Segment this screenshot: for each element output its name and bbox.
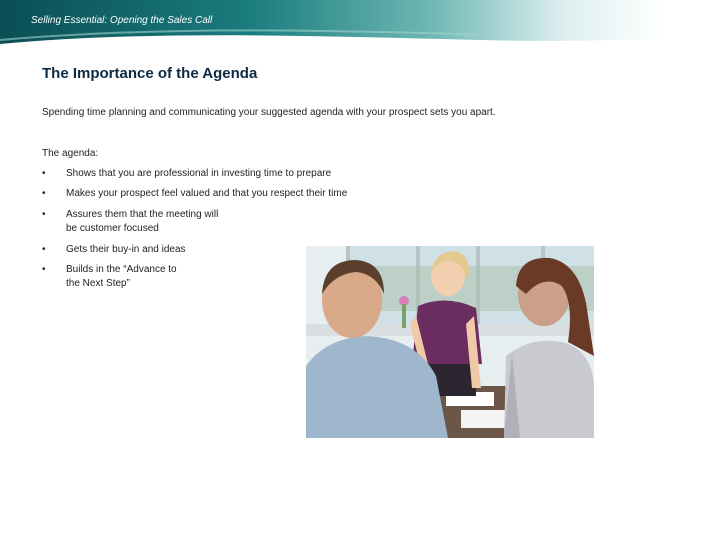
- agenda-item-text: Shows that you are professional in investing time to prepare: [66, 168, 332, 179]
- agenda-item-text: Assures them that the meeting will be customer focused: [66, 209, 219, 234]
- bullet-dot: •: [42, 244, 46, 255]
- bullet-dot: •: [42, 188, 46, 199]
- header-wave-decoration: [0, 0, 720, 60]
- header-band: [0, 0, 720, 60]
- slide-title: The Importance of the Agenda: [42, 65, 258, 82]
- intro-text: Spending time planning and communicating your suggested agenda with your prospect sets you apart.: [42, 107, 496, 118]
- meeting-photo: [306, 246, 594, 438]
- agenda-label: The agenda:: [42, 148, 99, 159]
- bullet-dot: •: [42, 168, 46, 179]
- course-title: Selling Essential: Opening the Sales Call: [31, 15, 213, 26]
- agenda-item-text: Gets their buy-in and ideas: [66, 244, 186, 255]
- bullet-dot: •: [42, 209, 46, 220]
- agenda-item-text: Makes your prospect feel valued and that you respect their time: [66, 188, 348, 199]
- bullet-dot: •: [42, 264, 46, 275]
- agenda-item-text: Builds in the “Advance to the Next Step”: [66, 264, 177, 289]
